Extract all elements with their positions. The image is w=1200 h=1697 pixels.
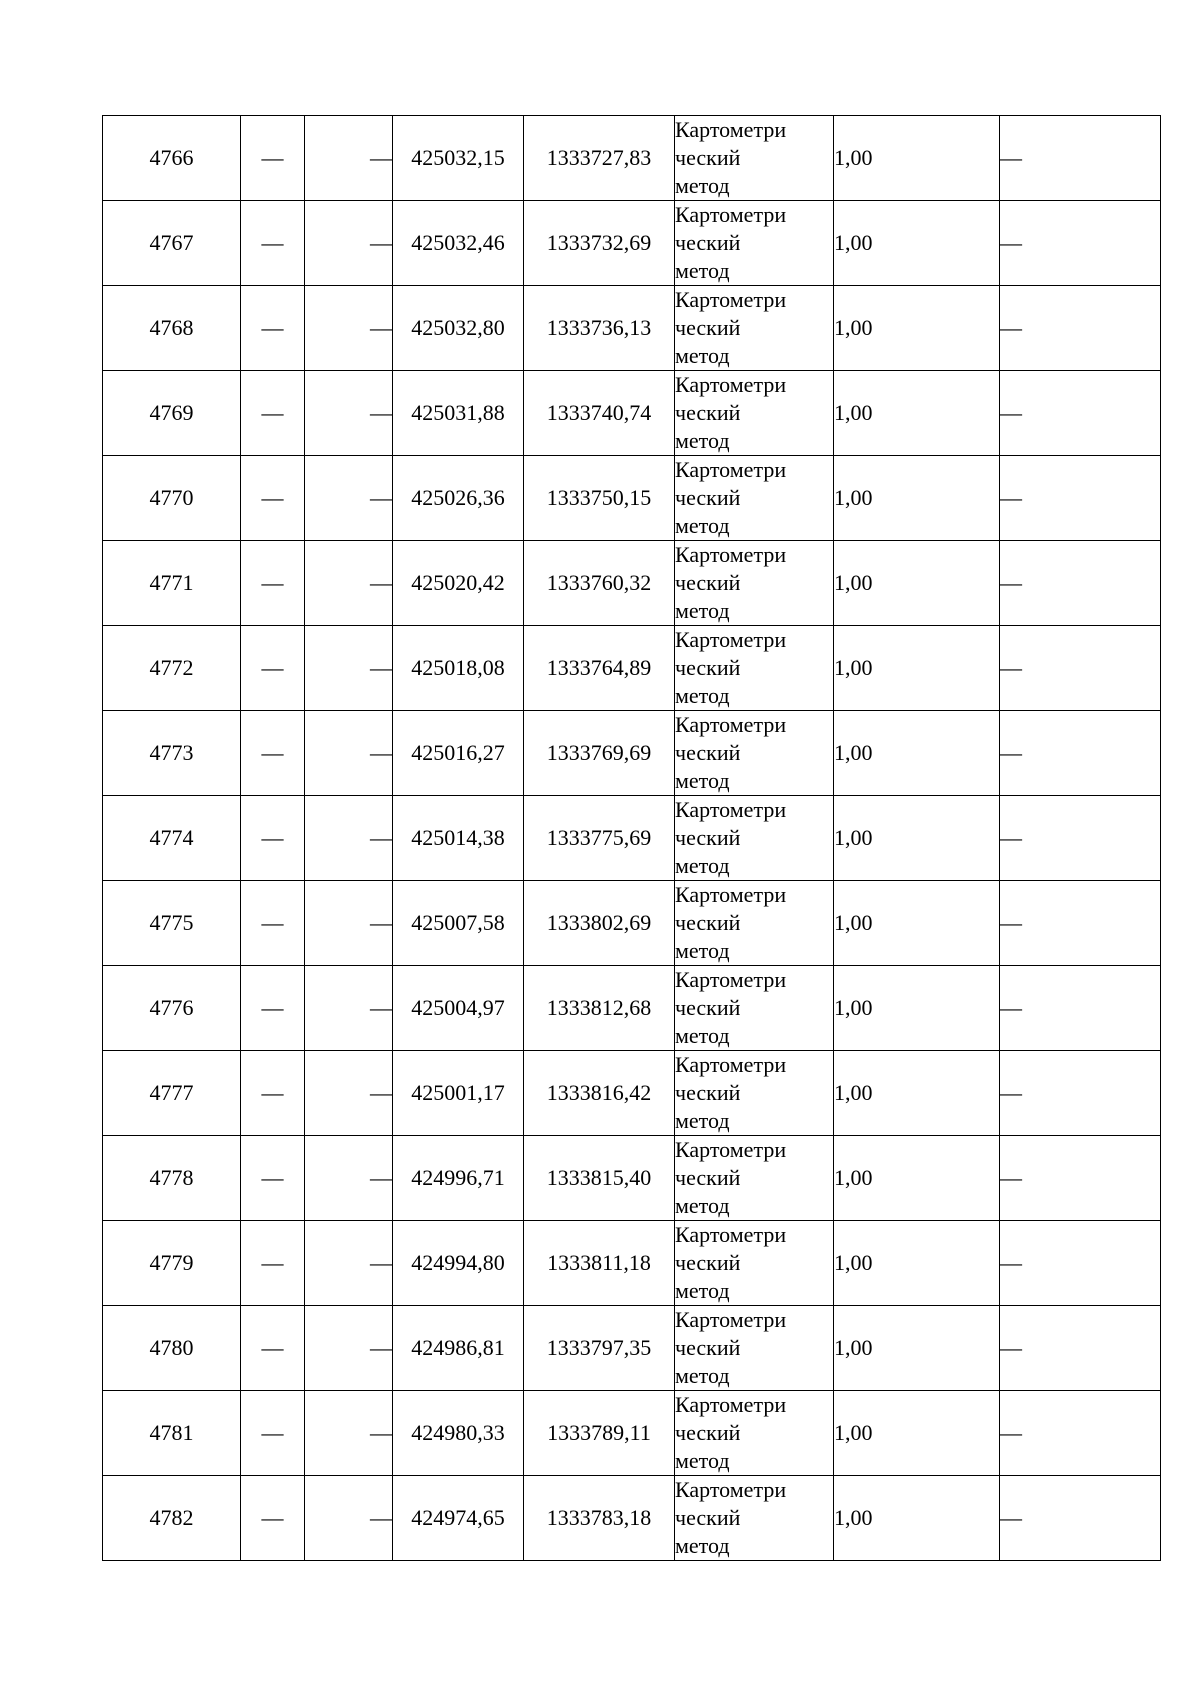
x-coordinate-cell: 424996,71 bbox=[393, 1136, 524, 1221]
x-coordinate-cell: 425016,27 bbox=[393, 711, 524, 796]
x-coordinate-cell: 425032,15 bbox=[393, 116, 524, 201]
method-text-line: метод bbox=[675, 258, 730, 283]
table-row bbox=[103, 541, 1161, 626]
method-text-line: ческий bbox=[675, 825, 741, 850]
empty-value-cell: — bbox=[305, 881, 393, 966]
method-cell bbox=[675, 456, 834, 541]
method-text-line: Картометри bbox=[675, 882, 787, 907]
empty-value-cell: — bbox=[241, 1136, 305, 1221]
accuracy-cell: 1,00 bbox=[834, 371, 1000, 456]
y-coordinate-cell: 1333732,69 bbox=[524, 201, 675, 286]
empty-value-cell: — bbox=[241, 201, 305, 286]
method-text-line: ческий bbox=[675, 485, 741, 510]
empty-value-cell: — bbox=[1000, 626, 1161, 711]
empty-value-cell: — bbox=[1000, 1306, 1161, 1391]
empty-value-cell: — bbox=[305, 1221, 393, 1306]
method-text-line: метод bbox=[675, 1448, 730, 1473]
method-text-line: метод bbox=[675, 1023, 730, 1048]
method-cell bbox=[675, 881, 834, 966]
accuracy-cell: 1,00 bbox=[834, 711, 1000, 796]
empty-value-cell: — bbox=[1000, 541, 1161, 626]
method-text-line: Картометри bbox=[675, 542, 787, 567]
empty-value-cell: — bbox=[1000, 116, 1161, 201]
x-coordinate-cell: 425032,80 bbox=[393, 286, 524, 371]
empty-value-cell: — bbox=[1000, 1136, 1161, 1221]
method-text-line: метод bbox=[675, 173, 730, 198]
accuracy-cell: 1,00 bbox=[834, 1136, 1000, 1221]
method-cell bbox=[675, 201, 834, 286]
empty-value-cell: — bbox=[1000, 796, 1161, 881]
x-coordinate-cell: 424974,65 bbox=[393, 1476, 524, 1561]
empty-value-cell: — bbox=[241, 1306, 305, 1391]
empty-value-cell: — bbox=[1000, 1051, 1161, 1136]
empty-value-cell: — bbox=[1000, 286, 1161, 371]
method-text-line: Картометри bbox=[675, 797, 787, 822]
method-text-line: Картометри bbox=[675, 1137, 787, 1162]
empty-value-cell: — bbox=[241, 116, 305, 201]
method-text-line: метод bbox=[675, 938, 730, 963]
table-row bbox=[103, 1306, 1161, 1391]
y-coordinate-cell: 1333727,83 bbox=[524, 116, 675, 201]
y-coordinate-cell: 1333760,32 bbox=[524, 541, 675, 626]
point-number-cell: 4766 bbox=[103, 116, 241, 201]
method-cell bbox=[675, 1051, 834, 1136]
method-text-line: метод bbox=[675, 343, 730, 368]
accuracy-cell: 1,00 bbox=[834, 456, 1000, 541]
method-text-line: ческий bbox=[675, 1080, 741, 1105]
method-text-line: Картометри bbox=[675, 202, 787, 227]
method-text-line: ческий bbox=[675, 1250, 741, 1275]
x-coordinate-cell: 425020,42 bbox=[393, 541, 524, 626]
y-coordinate-cell: 1333736,13 bbox=[524, 286, 675, 371]
empty-value-cell: — bbox=[305, 1391, 393, 1476]
x-coordinate-cell: 425001,17 bbox=[393, 1051, 524, 1136]
method-text-line: ческий bbox=[675, 655, 741, 680]
point-number-cell: 4780 bbox=[103, 1306, 241, 1391]
x-coordinate-cell: 425014,38 bbox=[393, 796, 524, 881]
point-number-cell: 4775 bbox=[103, 881, 241, 966]
point-number-cell: 4781 bbox=[103, 1391, 241, 1476]
table-row bbox=[103, 711, 1161, 796]
y-coordinate-cell: 1333816,42 bbox=[524, 1051, 675, 1136]
x-coordinate-cell: 425004,97 bbox=[393, 966, 524, 1051]
method-text-line: метод bbox=[675, 1193, 730, 1218]
method-cell bbox=[675, 796, 834, 881]
table-row bbox=[103, 116, 1161, 201]
method-text-line: Картометри bbox=[675, 1477, 787, 1502]
x-coordinate-cell: 424986,81 bbox=[393, 1306, 524, 1391]
method-text-line: ческий bbox=[675, 1505, 741, 1530]
table-row bbox=[103, 1476, 1161, 1561]
method-text-line: метод bbox=[675, 853, 730, 878]
empty-value-cell: — bbox=[241, 456, 305, 541]
empty-value-cell: — bbox=[305, 711, 393, 796]
x-coordinate-cell: 424994,80 bbox=[393, 1221, 524, 1306]
empty-value-cell: — bbox=[305, 456, 393, 541]
method-text-line: метод bbox=[675, 1533, 730, 1558]
empty-value-cell: — bbox=[305, 201, 393, 286]
accuracy-cell: 1,00 bbox=[834, 1476, 1000, 1561]
method-text-line: метод bbox=[675, 683, 730, 708]
point-number-cell: 4778 bbox=[103, 1136, 241, 1221]
method-text-line: Картометри bbox=[675, 627, 787, 652]
coordinates-table bbox=[102, 115, 1161, 1561]
empty-value-cell: — bbox=[241, 796, 305, 881]
method-text-line: Картометри bbox=[675, 1222, 787, 1247]
method-text-line: метод bbox=[675, 768, 730, 793]
accuracy-cell: 1,00 bbox=[834, 286, 1000, 371]
table-row bbox=[103, 1221, 1161, 1306]
method-text-line: метод bbox=[675, 1363, 730, 1388]
method-text-line: метод bbox=[675, 428, 730, 453]
method-text-line: ческий bbox=[675, 995, 741, 1020]
point-number-cell: 4776 bbox=[103, 966, 241, 1051]
empty-value-cell: — bbox=[305, 796, 393, 881]
method-text-line: Картометри bbox=[675, 967, 787, 992]
table-row bbox=[103, 796, 1161, 881]
accuracy-cell: 1,00 bbox=[834, 966, 1000, 1051]
empty-value-cell: — bbox=[1000, 711, 1161, 796]
table-row bbox=[103, 201, 1161, 286]
empty-value-cell: — bbox=[305, 1051, 393, 1136]
table-row bbox=[103, 1051, 1161, 1136]
x-coordinate-cell: 425031,88 bbox=[393, 371, 524, 456]
empty-value-cell: — bbox=[241, 711, 305, 796]
table-row bbox=[103, 966, 1161, 1051]
y-coordinate-cell: 1333815,40 bbox=[524, 1136, 675, 1221]
method-text-line: ческий bbox=[675, 230, 741, 255]
x-coordinate-cell: 425007,58 bbox=[393, 881, 524, 966]
method-cell bbox=[675, 626, 834, 711]
method-cell bbox=[675, 711, 834, 796]
method-cell bbox=[675, 966, 834, 1051]
empty-value-cell: — bbox=[241, 1051, 305, 1136]
table-row bbox=[103, 1391, 1161, 1476]
coordinates-table-body bbox=[103, 116, 1161, 1561]
empty-value-cell: — bbox=[241, 881, 305, 966]
empty-value-cell: — bbox=[241, 286, 305, 371]
method-text-line: Картометри bbox=[675, 372, 787, 397]
empty-value-cell: — bbox=[241, 966, 305, 1051]
method-text-line: метод bbox=[675, 1108, 730, 1133]
empty-value-cell: — bbox=[1000, 371, 1161, 456]
method-cell bbox=[675, 1136, 834, 1221]
accuracy-cell: 1,00 bbox=[834, 1051, 1000, 1136]
y-coordinate-cell: 1333797,35 bbox=[524, 1306, 675, 1391]
empty-value-cell: — bbox=[241, 541, 305, 626]
method-cell bbox=[675, 1306, 834, 1391]
y-coordinate-cell: 1333783,18 bbox=[524, 1476, 675, 1561]
y-coordinate-cell: 1333769,69 bbox=[524, 711, 675, 796]
accuracy-cell: 1,00 bbox=[834, 796, 1000, 881]
x-coordinate-cell: 424980,33 bbox=[393, 1391, 524, 1476]
table-row bbox=[103, 626, 1161, 711]
y-coordinate-cell: 1333764,89 bbox=[524, 626, 675, 711]
table-row bbox=[103, 881, 1161, 966]
method-cell bbox=[675, 541, 834, 626]
method-text-line: Картометри bbox=[675, 117, 787, 142]
empty-value-cell: — bbox=[1000, 881, 1161, 966]
method-cell bbox=[675, 116, 834, 201]
point-number-cell: 4767 bbox=[103, 201, 241, 286]
method-cell bbox=[675, 1391, 834, 1476]
accuracy-cell: 1,00 bbox=[834, 541, 1000, 626]
accuracy-cell: 1,00 bbox=[834, 881, 1000, 966]
method-text-line: ческий bbox=[675, 400, 741, 425]
method-text-line: ческий bbox=[675, 740, 741, 765]
y-coordinate-cell: 1333802,69 bbox=[524, 881, 675, 966]
y-coordinate-cell: 1333811,18 bbox=[524, 1221, 675, 1306]
table-row bbox=[103, 371, 1161, 456]
method-text-line: Картометри bbox=[675, 457, 787, 482]
method-text-line: Картометри bbox=[675, 1392, 787, 1417]
method-text-line: Картометри bbox=[675, 712, 787, 737]
method-text-line: ческий bbox=[675, 1420, 741, 1445]
point-number-cell: 4769 bbox=[103, 371, 241, 456]
point-number-cell: 4779 bbox=[103, 1221, 241, 1306]
empty-value-cell: — bbox=[305, 371, 393, 456]
x-coordinate-cell: 425018,08 bbox=[393, 626, 524, 711]
y-coordinate-cell: 1333750,15 bbox=[524, 456, 675, 541]
empty-value-cell: — bbox=[1000, 1221, 1161, 1306]
method-text-line: Картометри bbox=[675, 1052, 787, 1077]
point-number-cell: 4774 bbox=[103, 796, 241, 881]
empty-value-cell: — bbox=[305, 116, 393, 201]
method-text-line: метод bbox=[675, 598, 730, 623]
method-text-line: Картометри bbox=[675, 1307, 787, 1332]
y-coordinate-cell: 1333775,69 bbox=[524, 796, 675, 881]
method-text-line: ческий bbox=[675, 315, 741, 340]
accuracy-cell: 1,00 bbox=[834, 201, 1000, 286]
method-text-line: метод bbox=[675, 513, 730, 538]
method-text-line: ческий bbox=[675, 570, 741, 595]
method-text-line: ческий bbox=[675, 1335, 741, 1360]
empty-value-cell: — bbox=[305, 1476, 393, 1561]
method-cell bbox=[675, 1476, 834, 1561]
empty-value-cell: — bbox=[1000, 1476, 1161, 1561]
empty-value-cell: — bbox=[241, 626, 305, 711]
empty-value-cell: — bbox=[1000, 1391, 1161, 1476]
empty-value-cell: — bbox=[241, 1391, 305, 1476]
method-text-line: метод bbox=[675, 1278, 730, 1303]
empty-value-cell: — bbox=[241, 1476, 305, 1561]
y-coordinate-cell: 1333789,11 bbox=[524, 1391, 675, 1476]
empty-value-cell: — bbox=[305, 286, 393, 371]
accuracy-cell: 1,00 bbox=[834, 1391, 1000, 1476]
y-coordinate-cell: 1333812,68 bbox=[524, 966, 675, 1051]
empty-value-cell: — bbox=[305, 1136, 393, 1221]
accuracy-cell: 1,00 bbox=[834, 626, 1000, 711]
point-number-cell: 4770 bbox=[103, 456, 241, 541]
empty-value-cell: — bbox=[305, 966, 393, 1051]
method-text-line: ческий bbox=[675, 910, 741, 935]
method-text-line: ческий bbox=[675, 1165, 741, 1190]
accuracy-cell: 1,00 bbox=[834, 1306, 1000, 1391]
empty-value-cell: — bbox=[305, 626, 393, 711]
empty-value-cell: — bbox=[305, 541, 393, 626]
empty-value-cell: — bbox=[241, 1221, 305, 1306]
x-coordinate-cell: 425032,46 bbox=[393, 201, 524, 286]
accuracy-cell: 1,00 bbox=[834, 116, 1000, 201]
table-row bbox=[103, 1136, 1161, 1221]
point-number-cell: 4768 bbox=[103, 286, 241, 371]
empty-value-cell: — bbox=[305, 1306, 393, 1391]
empty-value-cell: — bbox=[1000, 201, 1161, 286]
point-number-cell: 4772 bbox=[103, 626, 241, 711]
method-text-line: ческий bbox=[675, 145, 741, 170]
method-cell bbox=[675, 371, 834, 456]
empty-value-cell: — bbox=[1000, 456, 1161, 541]
x-coordinate-cell: 425026,36 bbox=[393, 456, 524, 541]
point-number-cell: 4782 bbox=[103, 1476, 241, 1561]
point-number-cell: 4773 bbox=[103, 711, 241, 796]
accuracy-cell: 1,00 bbox=[834, 1221, 1000, 1306]
y-coordinate-cell: 1333740,74 bbox=[524, 371, 675, 456]
empty-value-cell: — bbox=[1000, 966, 1161, 1051]
empty-value-cell: — bbox=[241, 371, 305, 456]
point-number-cell: 4777 bbox=[103, 1051, 241, 1136]
method-cell bbox=[675, 1221, 834, 1306]
method-cell bbox=[675, 286, 834, 371]
point-number-cell: 4771 bbox=[103, 541, 241, 626]
table-row bbox=[103, 456, 1161, 541]
table-row bbox=[103, 286, 1161, 371]
method-text-line: Картометри bbox=[675, 287, 787, 312]
